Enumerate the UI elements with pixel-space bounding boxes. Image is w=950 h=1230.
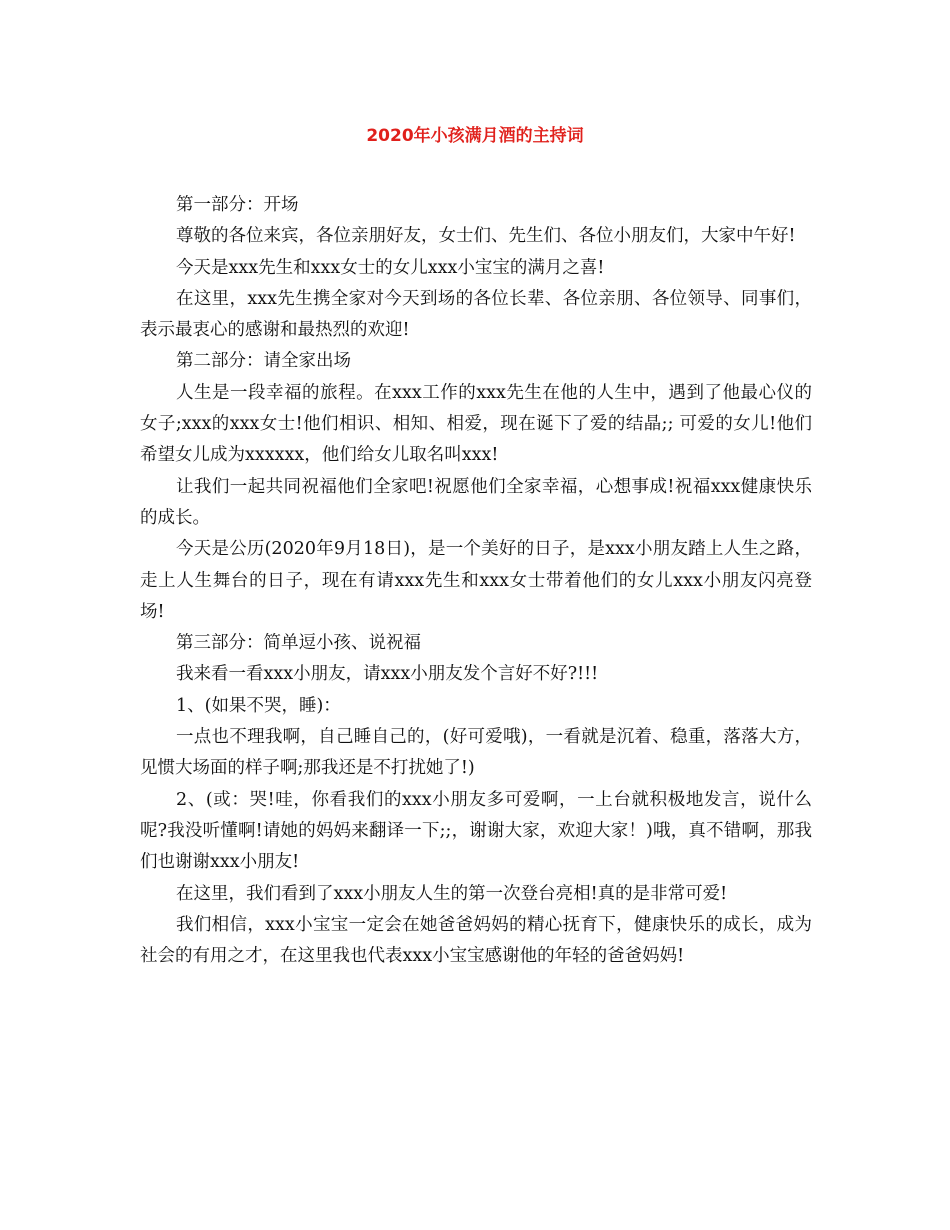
paragraph-closing-wish: 我们相信，xxx小宝宝一定会在她爸爸妈妈的精心抚育下，健康快乐的成长，成为社会的有用之才，在这里我也代表xxx小宝宝感谢他的年轻的爸爸妈妈! [140, 914, 812, 967]
paragraph-section-3-heading: 第三部分：简单逗小孩、说祝福 [176, 633, 421, 654]
paragraph-life-journey: 人生是一段幸福的旅程。在xxx工作的xxx先生在他的人生中，遇到了他最心仪的女子;xxx的xxx女士!他们相识、相知、相爱，现在诞下了爱的结晶;; 可爱的女儿!他们希望女儿成为xxxxxx，他们给女儿取名叫xxx! [140, 382, 812, 466]
paragraph-blessing: 让我们一起共同祝福他们全家吧!祝愿他们全家幸福，心想事成!祝福xxx健康快乐的成长。 [140, 476, 812, 528]
paragraph-section-1-heading: 第一部分：开场 [176, 195, 299, 215]
paragraph-case-1-text: 一点也不理我啊，自己睡自己的，(好可爱哦)，一看就是沉着、稳重，落落大方，见惯大场面的样子啊;那我还是不打扰她了!) [140, 727, 812, 779]
paragraph-section-2-heading: 第二部分：请全家出场 [176, 351, 351, 372]
document-title: 2020年小孩满月酒的主持词 [366, 126, 584, 146]
paragraph-date-entrance: 今天是公历(2020年9月18日)，是一个美好的日子，是xxx小朋友踏上人生之路，走上人生舞台的日子，现在有请xxx先生和xxx女士带着他们的女儿xxx小朋友闪亮登场! [140, 539, 812, 622]
paragraph-thanks: 在这里，xxx先生携全家对今天到场的各位长辈、各位亲朋、各位领导、同事们，表示最衷心的感谢和最热烈的欢迎! [140, 288, 812, 341]
paragraph-debut: 在这里，我们看到了xxx小朋友人生的第一次登台亮相!真的是非常可爱! [176, 883, 728, 904]
paragraph-greeting: 尊敬的各位来宾，各位亲朋好友，女士们、先生们、各位小朋友们，大家中午好! [176, 226, 796, 247]
paragraph-case-1: 1、(如果不哭，睡)： [176, 695, 341, 716]
document-body [140, 190, 812, 972]
paragraph-speech-request: 我来看一看xxx小朋友，请xxx小朋友发个言好不好?!!! [176, 664, 599, 685]
paragraph-occasion: 今天是xxx先生和xxx女士的女儿xxx小宝宝的满月之喜! [176, 257, 605, 278]
paragraph-case-2-text: 2、(或：哭!哇，你看我们的xxx小朋友多可爱啊，一上台就积极地发言，说什么呢?我没听懂啊!请她的妈妈来翻译一下;;，谢谢大家，欢迎大家！)哦，真不错啊，那我们也谢谢xxx小朋友! [140, 789, 812, 873]
